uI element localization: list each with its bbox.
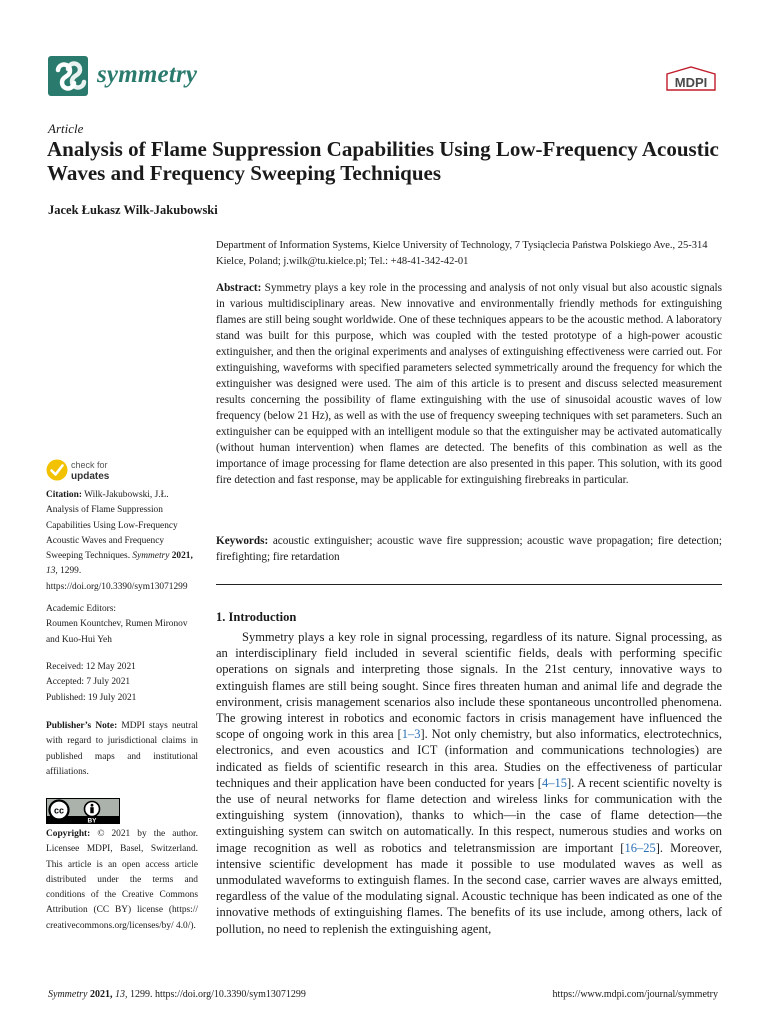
footer-year: 2021,: [89, 989, 113, 1000]
publisher-note-text: MDPI stays neutral with regard to jurisdictional claims in published maps and institutional affiliations.: [46, 721, 198, 777]
check-for-label: check for: [71, 460, 108, 470]
section-heading-introduction: 1. Introduction: [216, 610, 297, 624]
publisher-note-label: Publisher’s Note:: [46, 721, 118, 731]
editors-names: Roumen Kountchev, Rumen Mironov and Kuo-Hui Yeh: [46, 619, 188, 645]
academic-editors: [46, 602, 198, 648]
editors-label: Academic Editors:: [46, 604, 117, 614]
footer-journal-url[interactable]: https://www.mdpi.com/journal/symmetry: [552, 989, 718, 1000]
keywords-text: acoustic extinguisher; acoustic wave fire suppression; acoustic wave propagation; fire detection; firefighting; fire retardation: [216, 535, 723, 563]
author-name[interactable]: Jacek Łukasz Wilk-Jakubowski: [48, 203, 218, 217]
citation-block: [46, 488, 198, 595]
mdpi-logo-text: MDPI: [674, 75, 708, 90]
intro-text-3: ]. A recent scientific novelty is the use of neural networks for flame detection and wireless links for communication with the extinguishing system (innovation), thanks to which—in the case of flame detection—the extinguishing system can switch on automatically. In this respect, numerous studies and works on image recognition as well as robotics and teletransmission are important [: [216, 775, 722, 855]
date-accepted: Accepted: 7 July 2021: [46, 677, 131, 688]
footer-volume: 13,: [114, 989, 128, 1000]
footer-doi[interactable]: 1299. https://doi.org/10.3390/sym13071299: [129, 989, 306, 1000]
footer-journal: Symmetry: [48, 989, 88, 1000]
publication-dates: [46, 660, 198, 706]
citation-label: Citation:: [46, 490, 82, 500]
introduction-paragraph: [216, 629, 722, 937]
intro-text-2: ]. Not only chemistry, but also informatics, electrotechnics, electronics, and even acoustics and ICT (information and communications technologies) are indicated as fields of scientific research in this area. Studies on the effectiveness of particular techniques and their application have been conducted for years [: [216, 727, 722, 790]
footer-citation: [48, 989, 306, 1000]
keywords-label: Keywords:: [216, 535, 269, 547]
reference-link-4-15[interactable]: 4–15: [541, 775, 567, 790]
check-for-updates-badge[interactable]: [45, 456, 145, 484]
mdpi-logo[interactable]: [664, 64, 718, 92]
updates-label: updates: [71, 471, 110, 482]
intro-text-4: ]. Moreover, intensive scientific development has made it possible to use modulated waves as well as unmodulated waveforms to extinguish flames. In the second case, carrier waves are always emitted, regardless of the value of the modulating signal. Acoustic technique has been indicated as one of the innovative methods of extinguishing flames. The benefits of its use include, among others, lack of pollution, no need to replenish the extinguishing agent,: [216, 840, 722, 936]
citation-journal: Symmetry: [132, 551, 170, 562]
copyright-text: © 2021 by the author. Licensee MDPI, Basel, Switzerland. This article is an open access article distributed under the terms and conditions of the Creative Commons Attribution (CC BY) license (https:// creativecommons.org/licenses/by/ 4.0/).: [46, 829, 198, 931]
journal-name[interactable]: symmetry: [97, 61, 198, 88]
date-received: Received: 12 May 2021: [46, 662, 136, 672]
copyright-notice: [46, 827, 198, 934]
copyright-label: Copyright:: [46, 829, 91, 839]
by-label: BY: [87, 817, 97, 824]
cc-icon-text: cc: [53, 805, 65, 816]
publisher-note: [46, 719, 198, 780]
cc-by-license-badge[interactable]: [46, 798, 120, 824]
reference-link-16-25[interactable]: 16–25: [624, 840, 656, 855]
article-type: Article: [48, 121, 84, 136]
abstract-text: Symmetry plays a key role in the processing and analysis of not only visual but also acoustic signals in various multidisciplinary areas. New innovative and environmentally friendly methods for extinguishing flames are still being sought worldwide. One of these techniques appears to be the acoustic method. A laboratory stand was built for this purpose, which was coupled with the tested prototype of a high-power acoustic extinguisher, and then the original experiments and analyses of extinguishing effectiveness were carried out. For extinguishing, waveforms with specified parameters selected symmetrically around the frequency for which the extinguisher was designed were used. The aim of this article is to present and discuss selected measurement results concerning the possibility of flame extinguishing with the use of sinusoidal acoustic waves of low frequency (below 21 Hz), as well as with the use of frequency sweeping techniques with set parameters. Such an extinguisher can be equipped with an intelligent module so that the extinguisher may be activated automatically (without human intervention) when flames are detected. The benefits of this combination as well as the importance of image processing for flame detection are also presented in this paper. This solution, with its good fire detection and fast response, may be applicable for extinguishing firebreaks in particular.: [216, 282, 722, 486]
citation-doi[interactable]: 1299. https://doi.org/10.3390/sym13071299: [46, 566, 188, 592]
check-icon: [47, 460, 68, 481]
keywords: [216, 533, 722, 565]
journal-logo: [48, 56, 88, 96]
article-title: Analysis of Flame Suppression Capabilities Using Low-Frequency Acoustic Waves and Frequency Sweeping Techniques: [47, 137, 719, 185]
date-published: Published: 19 July 2021: [46, 692, 137, 703]
reference-link-1-3[interactable]: 1–3: [401, 727, 421, 742]
abstract-label: Abstract:: [216, 282, 262, 294]
citation-text: Wilk-Jakubowski, J.Ł. Analysis of Flame Suppression Capabilities Using Low-Frequency Acoustic Waves and Frequency Sweeping Techniques.: [46, 490, 178, 562]
citation-volume: 13,: [46, 566, 58, 577]
section-divider: [216, 584, 722, 585]
intro-text-1: Symmetry plays a key role in signal processing, regardless of its nature. Signal processing, as an interdisciplinary field included in several scientific fields, deals with performing specific operations on signals and interpreting those signals. In the 21st century, innovative ways to extinguish flames are still being sought. Since fires threaten human and animal life and degrade the environment, crisis management scenarios also include these spontaneous uncontrolled phenomena. The growing interest in robotics and economic factors in crisis management have influenced the scope of ongoing work in this area [: [216, 630, 722, 742]
abstract: [216, 280, 722, 488]
author-affiliation: Department of Information Systems, Kielce University of Technology, 7 Tysiąclecia Państwa Polskiego Ave., 25-314 Kielce, Poland; j.wilk@tu.kielce.pl; Tel.: +48-41-342-42-01: [216, 240, 708, 267]
citation-year: 2021,: [171, 551, 193, 562]
